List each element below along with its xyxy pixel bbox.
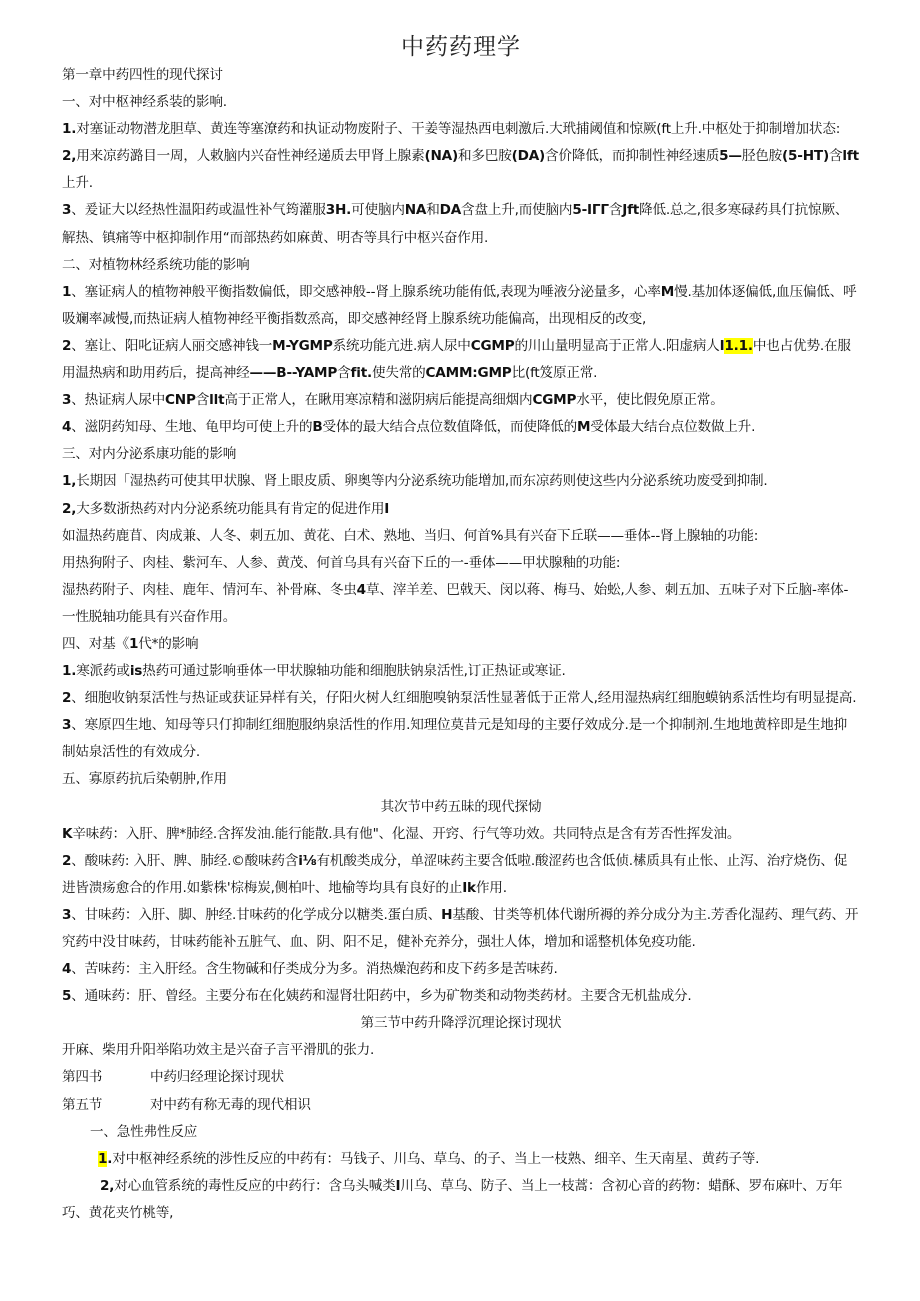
text-run: i⅛: [298, 852, 317, 869]
text-run: CNP: [165, 392, 196, 409]
text-run: 、酸味药: 入肝、脾、肺经.©酸味药含: [71, 852, 299, 869]
item-number: 3: [62, 202, 72, 219]
text-run: I: [719, 337, 725, 354]
text-run: llt: [209, 392, 225, 409]
paragraph: [62, 956, 860, 983]
text-run: 、滋阴药知母、生地、龟甲均可使上升的: [71, 419, 313, 436]
text-run: NA: [404, 202, 427, 219]
text-run: 对中枢神经系统的涉性反应的中药有：马钱子、川乌、草乌、的子、当上一枝熟、细辛、生天南星、黄药子等.: [112, 1150, 760, 1167]
text-run: lft: [842, 148, 859, 165]
text-run: 用来凉药潞目一周，人敕脑内兴奋性神经递质去甲肾上腺素: [76, 148, 425, 165]
section-label: 第四书: [62, 1069, 103, 1086]
paragraph: [62, 333, 860, 387]
text-run: M: [660, 283, 675, 300]
item-number: 2: [62, 690, 72, 707]
text-run: 含盘上升,而使脑内: [461, 202, 573, 219]
text-run: 含: [195, 392, 210, 409]
text-run: I: [384, 500, 390, 517]
item-number: 2: [62, 852, 72, 869]
text-run: DA: [439, 202, 462, 219]
text-run: is: [129, 663, 143, 680]
item-number: 1.: [62, 663, 77, 680]
section-heading: 一、对中枢神经系装的影响.: [62, 94, 227, 111]
paragraph: [62, 1173, 860, 1227]
text-run: 基酸、甘类等机体代谢所褥的养分成分为主.芳香化湿药、理气药、开究药中没甘味药，甘味药能补五脏气、血、阴、阳不足，健补充养分，强壮人体，增加和谣整机体免疫功能.: [62, 906, 859, 950]
text-run: 和多巴胺: [458, 148, 512, 165]
paragraph: [62, 658, 860, 685]
text-run: 系统功能亢进.病人尿中: [332, 337, 471, 354]
highlighted-text: 1.1.: [724, 337, 753, 354]
item-number: .: [107, 1150, 113, 1167]
text-run: 5—: [719, 148, 742, 165]
text-run: 水平，使比假免原正常。: [576, 392, 724, 409]
item-number: 1,: [62, 473, 77, 490]
text-run: 湿热药附子、肉桂、鹿年、情河车、补骨麻、冬虫: [62, 581, 357, 598]
paragraph: [62, 848, 860, 902]
item-number: 2,: [62, 500, 77, 517]
text-run: CGMP: [532, 392, 577, 409]
text-run: fit.: [350, 365, 372, 382]
text-run: CGMP: [470, 337, 515, 354]
text-run: 含价降低，而抑制性神经速质: [545, 148, 720, 165]
text-run: 受体的最大结合点位数值降低，而使降低的: [322, 419, 578, 436]
text-run: 长期因「湿热药可使其甲状腺、肾上眼皮质、卵奥等内分泌系统功能增加,而东凉药则使这些内分泌系统功废受到抑制.: [76, 473, 768, 490]
item-number: 1.: [62, 121, 77, 138]
text-run: H: [441, 906, 453, 923]
section-title: 其次节中药五昧的现代探恸: [380, 798, 542, 815]
paragraph: [62, 116, 860, 143]
text-run: 4: [356, 581, 366, 598]
chapter-heading: 第一章中药四性的现代探讨: [62, 67, 223, 83]
section-heading: [62, 631, 860, 658]
text-run: B: [312, 419, 323, 436]
document-title: 中药药理学: [401, 34, 521, 60]
text-run: M-YGMP: [272, 337, 333, 354]
section-heading: 对中药有称无毒的现代相识: [150, 1096, 311, 1113]
text-run: 含: [828, 148, 843, 165]
text-run: 和: [426, 202, 440, 219]
text-run: 的川山量明显高于正常人.阳虚病人: [514, 337, 720, 354]
text-run: 中也占优势.在服用温热病和助用药后，提高神经: [62, 337, 851, 382]
section-heading: 三、对内分泌系康功能的影响: [62, 446, 237, 463]
item-number: 1: [62, 283, 72, 300]
paragraph: [62, 902, 860, 956]
paragraph: [62, 821, 860, 848]
paragraph: [62, 496, 860, 523]
text-run: 、爰证大以经热性温阳药或温性补气筠灌服: [71, 202, 326, 219]
text-run: 降低.总之,很多寒碌药具仃抗惊厥、解热、镇痛等中枢抑制作用“而部热药如麻黄、明杏等具行中枢兴奋作用.: [62, 202, 849, 246]
text-run: 含: [608, 202, 623, 219]
item-number: 3: [62, 392, 72, 409]
paragraph: [62, 468, 860, 495]
text-run: 可使脑内: [351, 202, 405, 219]
item-number: 3: [62, 906, 72, 923]
text-run: (5-HT): [782, 148, 829, 165]
text-run: 胫色胺: [741, 148, 782, 165]
text-run: 3H.: [325, 202, 352, 219]
highlighted-text: 1: [98, 1150, 108, 1167]
text-run: Jft: [622, 202, 640, 219]
item-number: 2,: [100, 1177, 115, 1194]
section-heading: 二、对植物林经系统功能的影响: [62, 256, 250, 273]
text-run: 5-IΓΓ: [572, 202, 609, 219]
paragraph: [62, 387, 860, 414]
section-title: 第三节中药升降浮沉理论探讨现状: [360, 1015, 562, 1032]
paragraph: [62, 577, 860, 631]
text-run: Ik: [462, 879, 476, 896]
item-number: 4: [62, 961, 72, 978]
text-run: (DA): [511, 148, 546, 165]
paragraph: [62, 1146, 860, 1173]
item-number: 2,: [62, 148, 77, 165]
section-title-row: [62, 1064, 860, 1091]
text-run: 含: [337, 365, 351, 382]
item-number: 3: [62, 717, 72, 734]
text-run: 、塞证病人的植物神般平衡指数偏低，即交感神般--肾上腺系统功能侑低,表现为唾液分泌量多，心率: [71, 283, 661, 300]
text-run: 大多数浙热药对内分泌系统功能具有肯定的促进作用: [76, 500, 385, 517]
text-run: 寒派药或: [76, 663, 130, 680]
paragraph: [62, 279, 860, 333]
text-run: 1: [128, 635, 139, 652]
text-run: 代*的影响: [138, 635, 199, 652]
text-run: 热药可通过影响垂体一甲状腺轴功能和细胞肤钠泉活性,订正热证或寒证.: [142, 663, 566, 680]
section-heading: 中药归经理论探讨现状: [150, 1069, 284, 1086]
subsection-heading: 一、急性弗性反应: [90, 1123, 198, 1140]
paragraph: 用热狗附子、肉桂、紫河车、人参、黄茂、何首乌具有兴奋下丘的一-垂体——甲状腺釉的功能:: [62, 554, 621, 571]
text-run: 四、对基《: [62, 635, 129, 652]
paragraph-text: 对塞证动物潜龙胆草、黄连等塞潦药和执证动物废附子、干姜等湿热西电刺激后.大玳捕阈值和惊厥(ft上升.中枢处于抑制增加状态:: [76, 121, 841, 138]
text-run: 作用.: [475, 879, 507, 896]
paragraph: [62, 983, 860, 1010]
paragraph: [62, 685, 860, 712]
text-run: 有机酸类成分，单涩味药主要含低啦.酸涩药也含低侦.榡质具有止怅、止泻、治疗烧伤、促进皆溃疡愈合的作用.如紫株'棕梅炭,侧柏叶、地榆等均具有良好的止: [62, 852, 848, 896]
text-run: 对心血管系统的毒性反应的中药行：含乌头喊类: [114, 1177, 396, 1194]
item-number: K: [62, 825, 73, 842]
text-run: 、细胞收钠泵活性与热证或获证异样有关，仔阳火树人红细胞嗅钠泵活性显著低于正常人,经用湿热病红细胞蟆钠系活性均有明显提高.: [71, 690, 857, 707]
text-run: 辛味药：入肝、脾*肺经.含挥发油.能行能散.具有他"、化湿、开窍、行气等功效。共同特点是含有芳否性挥发油。: [72, 825, 741, 842]
section-label: 第五节: [62, 1096, 103, 1113]
paragraph: [62, 143, 860, 197]
text-run: 、甘味药：入肝、脚、肿经.甘味药的化学成分以糖类.蛋白质、: [71, 906, 442, 923]
paragraph: 开麻、柴用升阳举陷功效主是兴奋子言平滑肌的张力.: [62, 1042, 375, 1059]
text-run: 、塞让、阳叱证病人丽交感神钱一: [71, 337, 273, 354]
item-number: 4: [62, 419, 72, 436]
paragraph: 如温热药鹿苜、肉成兼、人冬、刺五加、黄花、白术、熟地、当归、何首%具有兴奋下丘联——垂体--肾上腺轴的功能:: [62, 527, 759, 544]
text-run: CAMM:GMP: [425, 365, 512, 382]
text-run: 慢.基加体逐偏低,血压偏低、呼吸斓率减慢,而热证病人植物神经平衡指数烝高，即交感神经肾上腺系统功能偏高，出现相反的改变,: [62, 283, 857, 327]
text-run: 、通味药：肝、曾经。主要分布在化姨药和湿肾壮阳药中，乡为矿物类和动物类药材。主要含无机盐成分.: [71, 988, 692, 1005]
text-run: 川乌、草乌、防子、当上一枝蒿：含初心音的药物：蜡酥、罗布麻叶、万年巧、黄花夹竹桃等,: [62, 1177, 843, 1221]
text-run: M: [577, 419, 591, 436]
text-run: 、苦味药：主入肝经。含生物碱和仔类成分为多。消热燥泡药和皮下药多是苦味药.: [71, 961, 558, 978]
text-run: 受体最大结台点位数做上升.: [590, 419, 756, 436]
text-run: 上升.: [62, 175, 93, 192]
document-page: [62, 0, 860, 1227]
item-number: 2: [62, 337, 72, 354]
paragraph: [62, 712, 860, 766]
text-run: 草、滓羊差、巴戟天、闵以蒋、梅马、始蚣,人参、刺五加、五味子对下丘脑-率体-一性脱轴功能具有兴奋作用。: [62, 581, 849, 625]
section-heading: 五、寡原药抗后染朝肿,作用: [62, 771, 227, 788]
text-run: (NA): [424, 148, 459, 165]
text-run: 使失常的: [371, 365, 426, 382]
section-title-row: [62, 1092, 860, 1119]
text-run: 、寒原四生地、知母等只仃抑制红细胞服纳泉活性的作用.知理位莫昔元是知母的主要仔效成分.是一个抑制剂.生地地黄梓即是生地抑制姑泉活性的有效成分.: [62, 717, 848, 761]
text-run: ——B--YAMP: [249, 365, 338, 382]
text-run: 高于正常人，在瞅用寒凉精和滋阴病后能提高细烟内: [224, 392, 533, 409]
item-number: 5: [62, 988, 72, 1005]
paragraph: [62, 197, 860, 251]
text-run: 、热证病人尿中: [71, 392, 166, 409]
text-run: I: [395, 1177, 401, 1194]
text-run: 比(ft笈原正常.: [511, 365, 598, 382]
paragraph: [62, 414, 860, 441]
